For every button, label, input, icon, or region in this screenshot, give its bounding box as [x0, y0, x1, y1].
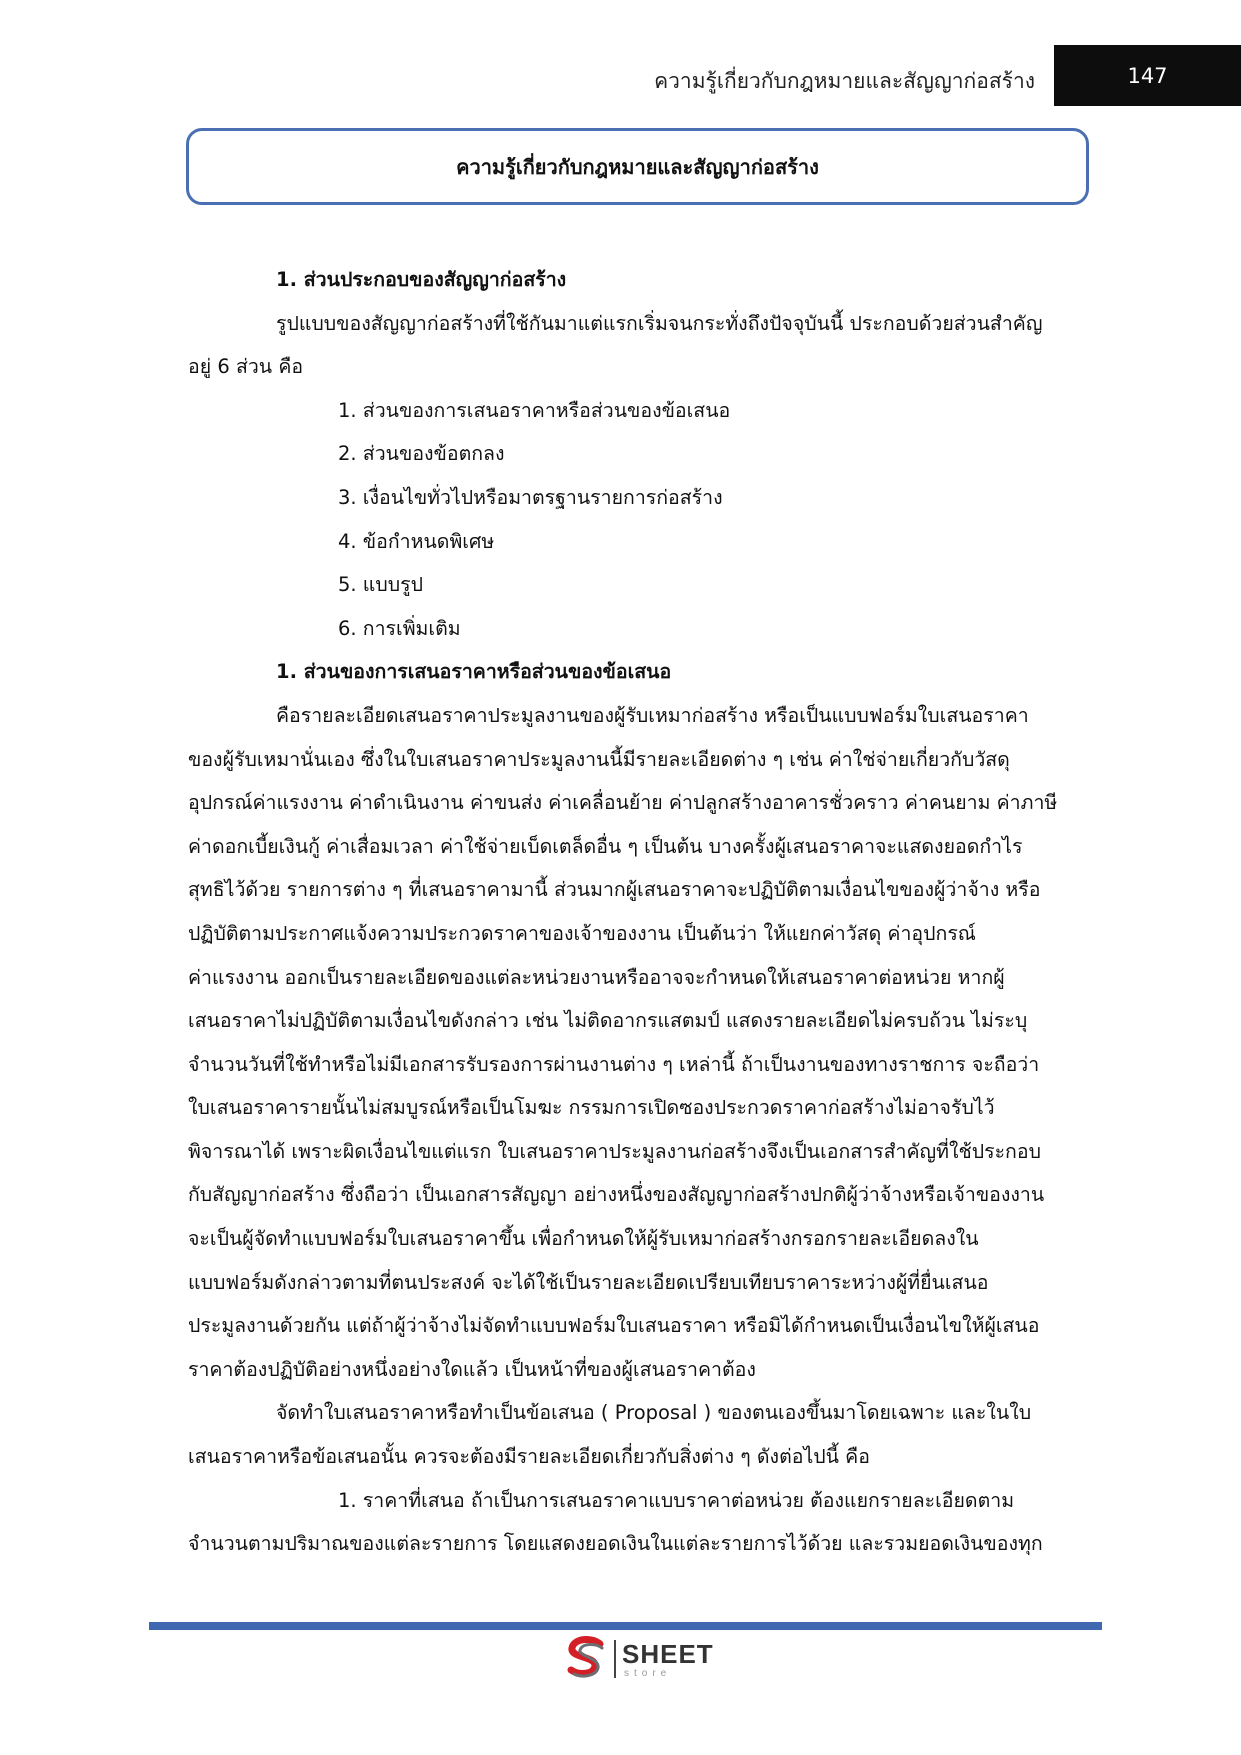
logo-subtext: store — [624, 1668, 672, 1679]
list-item: 2. ส่วนของข้อตกลง — [338, 442, 505, 466]
paragraph-line: กับสัญญาก่อสร้าง ซึ่งถือว่า เป็นเอกสารสัญญา อย่างหนึ่งของสัญญาก่อสร้างปกติผู้ว่าจ้างหรือเจ้าของงาน — [188, 1183, 1045, 1207]
section-heading: 1. ส่วนประกอบของสัญญาก่อสร้าง — [276, 268, 567, 291]
list-item: 5. แบบรูป — [338, 573, 423, 597]
list-item: 3. เงื่อนไขทั่วไปหรือมาตรฐานรายการก่อสร้าง — [338, 485, 723, 509]
paragraph-line: คือรายละเอียดเสนอราคาประมูลงานของผู้รับเหมาก่อสร้าง หรือเป็นแบบฟอร์มใบเสนอราคา — [276, 703, 1029, 727]
paragraph-line: จำนวนวันที่ใช้ทำหรือไม่มีเอกสารรับรองการผ่านงานต่าง ๆ เหล่านี้ ถ้าเป็นงานของทางราชการ จะถือว่า — [188, 1052, 1040, 1076]
paragraph-line: จะเป็นผู้จัดทำแบบฟอร์มใบเสนอราคาขึ้น เพื่อกำหนดให้ผู้รับเหมาก่อสร้างกรอกรายละเอียดลงใน — [188, 1227, 979, 1251]
paragraph-line: แบบฟอร์มดังกล่าวตามที่ตนประสงค์ จะได้ใช้เป็นรายละเอียดเปรียบเทียบราคาระหว่างผู้ที่ยื่นเสนอ — [188, 1270, 989, 1294]
paragraph-line: จัดทำใบเสนอราคาหรือทำเป็นข้อเสนอ ( Proposal ) ของตนเองขึ้นมาโดยเฉพาะ และในใบ — [276, 1401, 1032, 1425]
logo-wordmark: SHEET — [622, 1639, 714, 1669]
paragraph-line: รูปแบบของสัญญาก่อสร้างที่ใช้กันมาแต่แรกเริ่มจนกระทั่งถึงปัจจุบันนี้ ประกอบด้วยส่วนสำคัญ — [276, 311, 1043, 335]
paragraph-line: ปฏิบัติตามประกาศแจ้งความประกวดราคาของเจ้าของงาน เป็นต้นว่า ให้แยกค่าวัสดุ ค่าอุปกรณ์ — [188, 921, 976, 945]
paragraph-line: อุปกรณ์ค่าแรงงาน ค่าดำเนินงาน ค่าขนส่ง ค่าเคลื่อนย้าย ค่าปลูกสร้างอาคารชั่วคราว ค่าคนยาม ค่าภาษี — [188, 791, 1058, 815]
running-header-title: ความรู้เกี่ยวกับกฎหมายและสัญญาก่อสร้าง — [654, 69, 1035, 93]
paragraph-line: เสนอราคาหรือข้อเสนอนั้น ควรจะต้องมีรายละเอียดเกี่ยวกับสิ่งต่าง ๆ ดังต่อไปนี้ คือ — [188, 1445, 870, 1469]
paragraph-line: ราคาต้องปฏิบัติอย่างหนึ่งอย่างใดแล้ว เป็นหน้าที่ของผู้เสนอราคาต้อง — [188, 1357, 756, 1381]
paragraph-line: ของผู้รับเหมานั่นเอง ซึ่งในใบเสนอราคาประมูลงานนี้มีรายละเอียดต่าง ๆ เช่น ค่าใช่จ่ายเกี่ยวกับวัสดุ — [188, 747, 1010, 771]
document-body — [188, 258, 1088, 1566]
section-heading: 1. ส่วนของการเสนอราคาหรือส่วนของข้อเสนอ — [276, 660, 672, 684]
footer-rule — [149, 1622, 1102, 1630]
page-number: 147 — [1054, 45, 1241, 106]
chapter-title: ความรู้เกี่ยวกับกฎหมายและสัญญาก่อสร้าง — [456, 154, 819, 179]
paragraph-line: ค่าดอกเบี้ยเงินกู้ ค่าเสื่อมเวลา ค่าใช้จ่ายเบ็ดเตล็ดอื่น ๆ เป็นต้น บางครั้งผู้เสนอราคาจะแสดงยอดกำไร — [188, 834, 1023, 858]
paragraph-line: ค่าแรงงาน ออกเป็นรายละเอียดของแต่ละหน่วยงานหรืออาจจะกำหนดให้เสนอราคาต่อหน่วย หากผู้ — [188, 965, 1005, 989]
list-item: 1. ส่วนของการเสนอราคาหรือส่วนของข้อเสนอ — [338, 398, 731, 422]
paragraph-line: สุทธิไว้ด้วย รายการต่าง ๆ ที่เสนอราคามานี้ ส่วนมากผู้เสนอราคาจะปฏิบัติตามเงื่อนไขของผู้ว่าจ้าง หรือ — [188, 878, 1041, 902]
list-item: 4. ข้อกำหนดพิเศษ — [338, 529, 495, 553]
paragraph-line: ใบเสนอราคารายนั้นไม่สมบูรณ์หรือเป็นโมฆะ กรรมการเปิดซองประกวดราคาก่อสร้างไม่อาจรับไว้ — [188, 1096, 995, 1120]
paragraph-line: อยู่ 6 ส่วน คือ — [188, 355, 304, 379]
logo-divider — [614, 1640, 616, 1678]
paragraph-line: พิจารณาได้ เพราะผิดเงื่อนไขแต่แรก ใบเสนอราคาประมูลงานก่อสร้างจึงเป็นเอกสารสำคัญที่ใช้ประกอบ — [188, 1139, 1041, 1163]
list-item: 6. การเพิ่มเติม — [338, 616, 461, 640]
paragraph-line: 1. ราคาที่เสนอ ถ้าเป็นการเสนอราคาแบบราคาต่อหน่วย ต้องแยกรายละเอียดตาม — [338, 1488, 1015, 1512]
paragraph-line: ประมูลงานด้วยกัน แต่ถ้าผู้ว่าจ้างไม่จัดทำแบบฟอร์มใบเสนอราคา หรือมิได้กำหนดเป็นเงื่อนไขให้ผู้เสนอ — [188, 1314, 1040, 1338]
sheet-store-logo — [562, 1634, 722, 1686]
chapter-title-box — [186, 128, 1089, 205]
logo-s-icon — [562, 1634, 610, 1682]
paragraph-line: เสนอราคาไม่ปฏิบัติตามเงื่อนไขดังกล่าว เช่น ไม่ติดอากรแสตมป์ แสดงรายละเอียดไม่ครบถ้วน ไม่ระบุ — [188, 1009, 1028, 1033]
paragraph-line: จำนวนตามปริมาณของแต่ละรายการ โดยแสดงยอดเงินในแต่ละรายการไว้ด้วย และรวมยอดเงินของทุก — [188, 1532, 1043, 1556]
